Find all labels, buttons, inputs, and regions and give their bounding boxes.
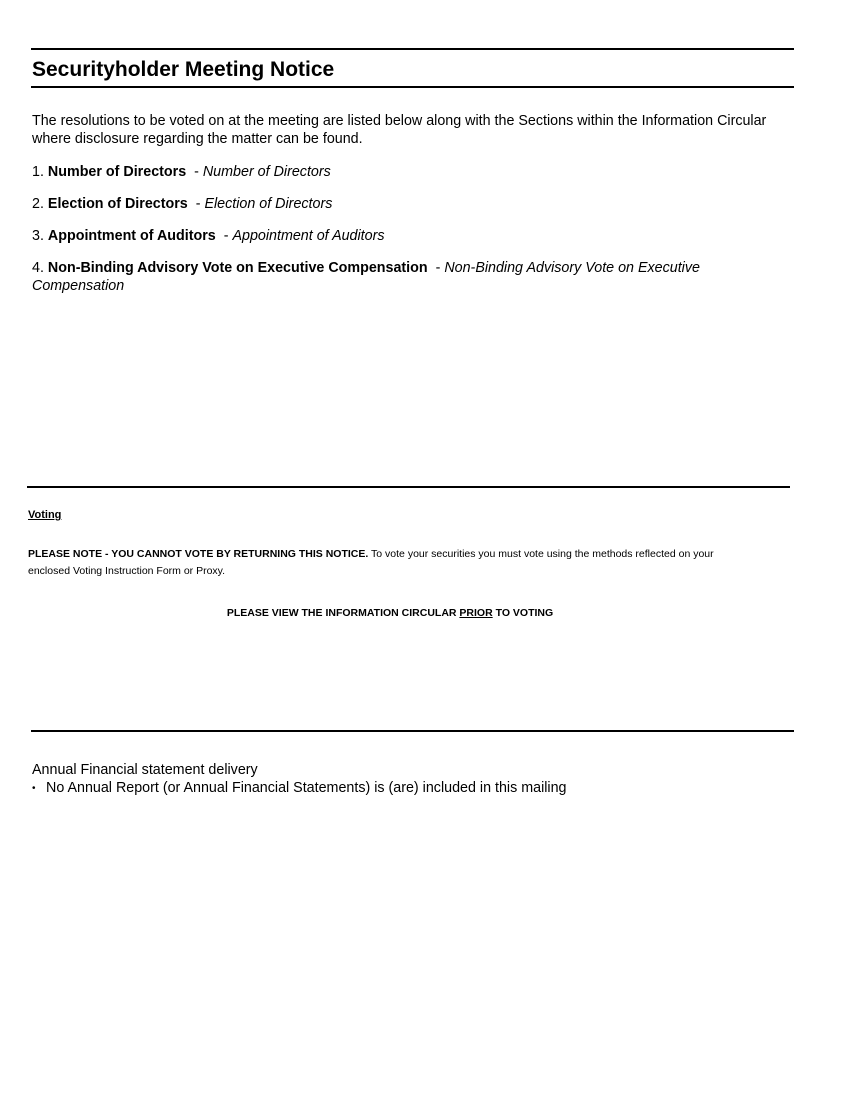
- annual-divider: [31, 730, 794, 732]
- resolution-item: [32, 259, 772, 295]
- view-circular-text: PLEASE VIEW THE INFORMATION CIRCULAR: [226, 607, 457, 619]
- view-circular-text-end: TO VOTING: [495, 607, 554, 619]
- annual-statement-text: No Annual Report (or Annual Financial Statements) is (are) included in this mailing: [46, 780, 567, 796]
- resolution-separator: -: [194, 164, 199, 180]
- resolution-name: Election of Directors: [47, 196, 188, 212]
- resolution-item: [32, 195, 772, 213]
- voting-divider: [27, 486, 790, 488]
- top-divider: [31, 48, 794, 50]
- resolution-name: Appointment of Auditors: [47, 228, 216, 244]
- resolution-section: Appointment of Auditors: [232, 228, 385, 244]
- resolution-number: 2.: [32, 196, 44, 212]
- annual-statement-heading: Annual Financial statement delivery: [32, 762, 258, 778]
- resolution-item: [32, 227, 772, 245]
- voting-note-instructions: To vote your securities you must vote using the methods reflected on your enclosed Voting Instruction Form or Proxy.: [28, 548, 714, 577]
- view-circular-emphasis: PRIOR: [459, 607, 493, 619]
- page-title: Securityholder Meeting Notice: [32, 58, 335, 81]
- resolution-section: Number of Directors: [202, 164, 331, 180]
- voting-note: [28, 546, 748, 580]
- resolution-separator: -: [223, 228, 229, 244]
- intro-paragraph: The resolutions to be voted on at the meeting are listed below along with the Sections within the Information Circular where disclosure regarding the matter can be found.: [32, 113, 767, 147]
- resolution-separator: -: [435, 260, 441, 276]
- view-circular-notice: [0, 606, 780, 620]
- annual-statement-item: [32, 779, 567, 798]
- resolution-section: Non-Binding Advisory Vote on Executive Compensation: [32, 260, 700, 294]
- resolution-number: 4.: [32, 260, 44, 276]
- resolution-separator: -: [195, 196, 201, 212]
- bullet-icon: •: [32, 783, 36, 794]
- voting-heading: Voting: [28, 509, 62, 521]
- resolution-name: Non-Binding Advisory Vote on Executive Compensation: [47, 260, 428, 276]
- resolution-number: 3.: [32, 228, 44, 244]
- title-divider: [31, 86, 794, 88]
- resolution-section: Election of Directors: [204, 196, 333, 212]
- resolution-name: Number of Directors: [47, 164, 187, 180]
- resolution-number: 1.: [32, 164, 44, 180]
- resolution-item: [32, 163, 772, 181]
- voting-note-warning: PLEASE NOTE - YOU CANNOT VOTE BY RETURNING THIS NOTICE.: [28, 548, 369, 560]
